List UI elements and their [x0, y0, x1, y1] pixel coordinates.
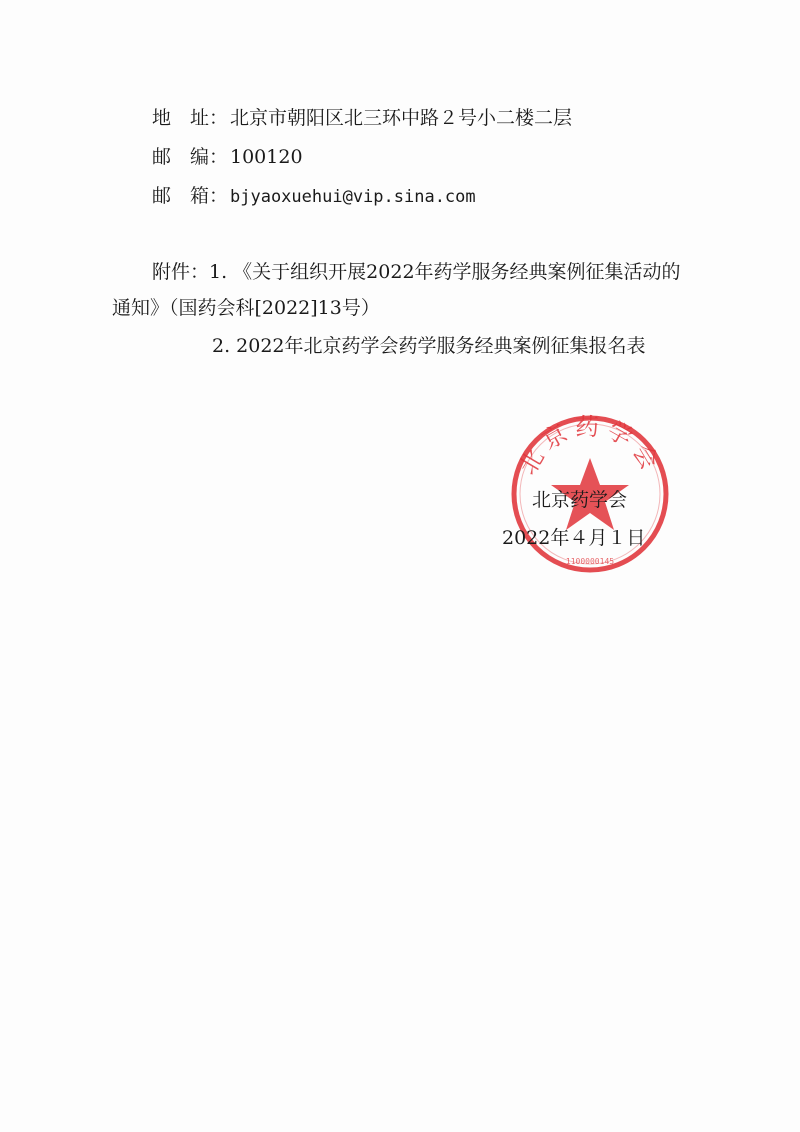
postcode-line — [152, 145, 303, 169]
address-line — [152, 106, 572, 130]
signature-organization: 北京药学会 — [532, 489, 628, 511]
postcode-label: 邮 编： — [152, 146, 229, 168]
address-label: 地 址： — [152, 107, 229, 129]
email-line — [152, 184, 476, 209]
attachment-line-3 — [212, 334, 646, 358]
postcode-value: 100120 — [230, 146, 303, 168]
attachment-intro: 附件： — [152, 261, 210, 283]
seal-text: 北京药学会 — [513, 412, 667, 480]
seal-number: 1100000145 — [565, 557, 615, 566]
attachment-line-2 — [112, 296, 380, 320]
attachment-item-1-line-2: 通知》（国药会科[2022]13号） — [112, 297, 380, 319]
attachment-line-1 — [152, 260, 681, 284]
attachment-item-2: 2. 2022年北京药学会药学服务经典案例征集报名表 — [212, 335, 646, 357]
email-label: 邮 箱： — [152, 185, 229, 207]
attachment-item-1-line-1: 1. 《关于组织开展2022年药学服务经典案例征集活动的 — [209, 261, 681, 283]
address-value: 北京市朝阳区北三环中路２号小二楼二层 — [230, 107, 573, 129]
email-value: bjyaoxuehui@vip.sina.com — [230, 187, 476, 207]
signature-date: 2022年４月１日 — [502, 527, 646, 549]
